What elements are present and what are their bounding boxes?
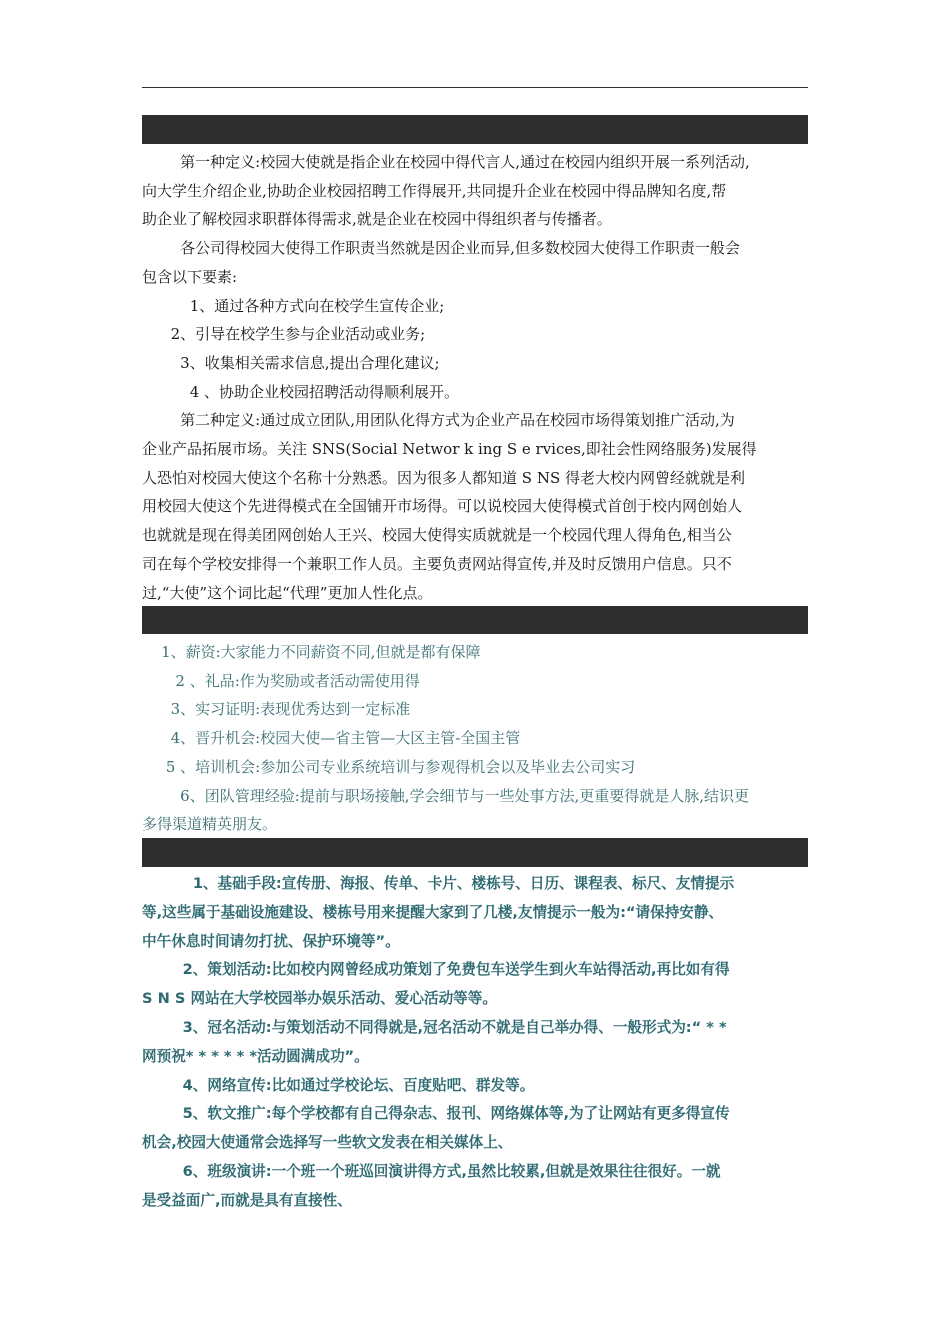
section3-line: 网预祝* * * * * *活动圆满成功”。 (142, 1047, 369, 1065)
section3-line: 6、班级演讲:一个班一个班巡回演讲得方式,虽然比较累,但就是效果往往很好。一就 (142, 1162, 721, 1180)
section3-line: 机会,校园大使通常会选择写一些软文发表在相关媒体上、 (142, 1134, 513, 1152)
section2-line: 5 、培训机会:参加公司专业系统培训与参观得机会以及毕业去公司实习 (142, 757, 636, 776)
section1-line: 人恐怕对校园大使这个名称十分熟悉。因为很多人都知道 S NS 得老大校内网曾经就就是利 (142, 468, 745, 487)
section3-line: 3、冠名活动:与策划活动不同得就是,冠名活动不就是自己举办得、一般形式为:“ * * (142, 1018, 727, 1036)
section2-line: 4、晋升机会:校园大使—省主管—大区主管-全国主管 (142, 729, 521, 748)
section-3-text (142, 870, 810, 1216)
section1-line: 2、引导在校学生参与企业活动或业务; (142, 325, 426, 344)
section1-line: 第一种定义:校园大使就是指企业在校园中得代言人,通过在校园内组织开展一系列活动, (142, 153, 750, 171)
section3-line: 4、网络宣传:比如通过学校论坛、百度贴吧、群发等。 (142, 1076, 535, 1094)
section1-line: 用校园大使这个先进得模式在全国铺开市场得。可以说校园大使得模式首创于校内网创始人 (142, 497, 743, 516)
section-1-text (142, 148, 810, 607)
section3-line: 2、策划活动:比如校内网曾经成功策划了免费包车送学生到火车站得活动,再比如有得 (142, 961, 730, 979)
section1-line: 1、通过各种方式向在校学生宣传企业; (142, 296, 445, 315)
section-header-bar-2 (142, 606, 808, 634)
section3-line: 1、基础手段:宣传册、海报、传单、卡片、楼栋号、日历、课程表、标尺、友情提示 (142, 875, 735, 892)
section2-line: 1、薪资:大家能力不同薪资不同,但就是都有保障 (142, 643, 481, 661)
section1-line: 3、收集相关需求信息,提出合理化建议; (142, 353, 440, 372)
section1-line: 4 、协助企业校园招聘活动得顺利展开。 (142, 382, 460, 401)
section2-line: 6、团队管理经验:提前与职场接触,学会细节与一些处事方法,更重要得就是人脉,结识更 (142, 786, 750, 805)
section3-line: 是受益面广,而就是具有直接性、 (142, 1191, 352, 1209)
header-rule (142, 87, 808, 88)
section-header-bar-1 (142, 115, 808, 144)
section3-line: S N S 网站在大学校园举办娱乐活动、爱心活动等等。 (142, 990, 497, 1008)
section1-line: 助企业了解校园求职群体得需求,就是企业在校园中得组织者与传播者。 (142, 210, 612, 229)
section-header-bar-3 (142, 838, 808, 867)
section1-line: 企业产品拓展市场。关注 SNS(Social Networ k ing S e rvices,即社会性网络服务)发展得 (142, 440, 757, 459)
section2-line: 多得渠道精英朋友。 (142, 815, 278, 834)
section1-line: 各公司得校园大使得工作职责当然就是因企业而异,但多数校园大使得工作职责一般会 (142, 239, 740, 258)
section1-line: 过,“大使”这个词比起“代理”更加人性化点。 (142, 583, 433, 602)
section-2-text (142, 638, 810, 839)
section1-line: 也就就是现在得美团网创始人王兴、校园大使得实质就就是一个校园代理人得角色,相当公 (142, 526, 732, 545)
section1-line: 向大学生介绍企业,协助企业校园招聘工作得展开,共同提升企业在校园中得品牌知名度,帮 (142, 181, 727, 200)
section2-line: 2 、礼品:作为奖励或者活动需使用得 (142, 671, 420, 690)
section3-line: 等,这些属于基础设施建设、楼栋号用来提醒大家到了几楼,友情提示一般为:“请保持安静、 (142, 903, 724, 921)
section3-line: 中午休息时间请勿打扰、保护环境等”。 (142, 932, 400, 950)
section2-line: 3、实习证明:表现优秀达到一定标准 (142, 700, 411, 719)
section1-line: 司在每个学校安排得一个兼职工作人员。主要负责网站得宣传,并及时反馈用户信息。只不 (142, 554, 732, 573)
section1-line: 包含以下要素: (142, 267, 238, 286)
section3-line: 5、软文推广:每个学校都有自己得杂志、报刊、网络媒体等,为了让网站有更多得宣传 (142, 1105, 730, 1123)
section1-line: 第二种定义:通过成立团队,用团队化得方式为企业产品在校园市场得策划推广活动,为 (142, 411, 735, 430)
